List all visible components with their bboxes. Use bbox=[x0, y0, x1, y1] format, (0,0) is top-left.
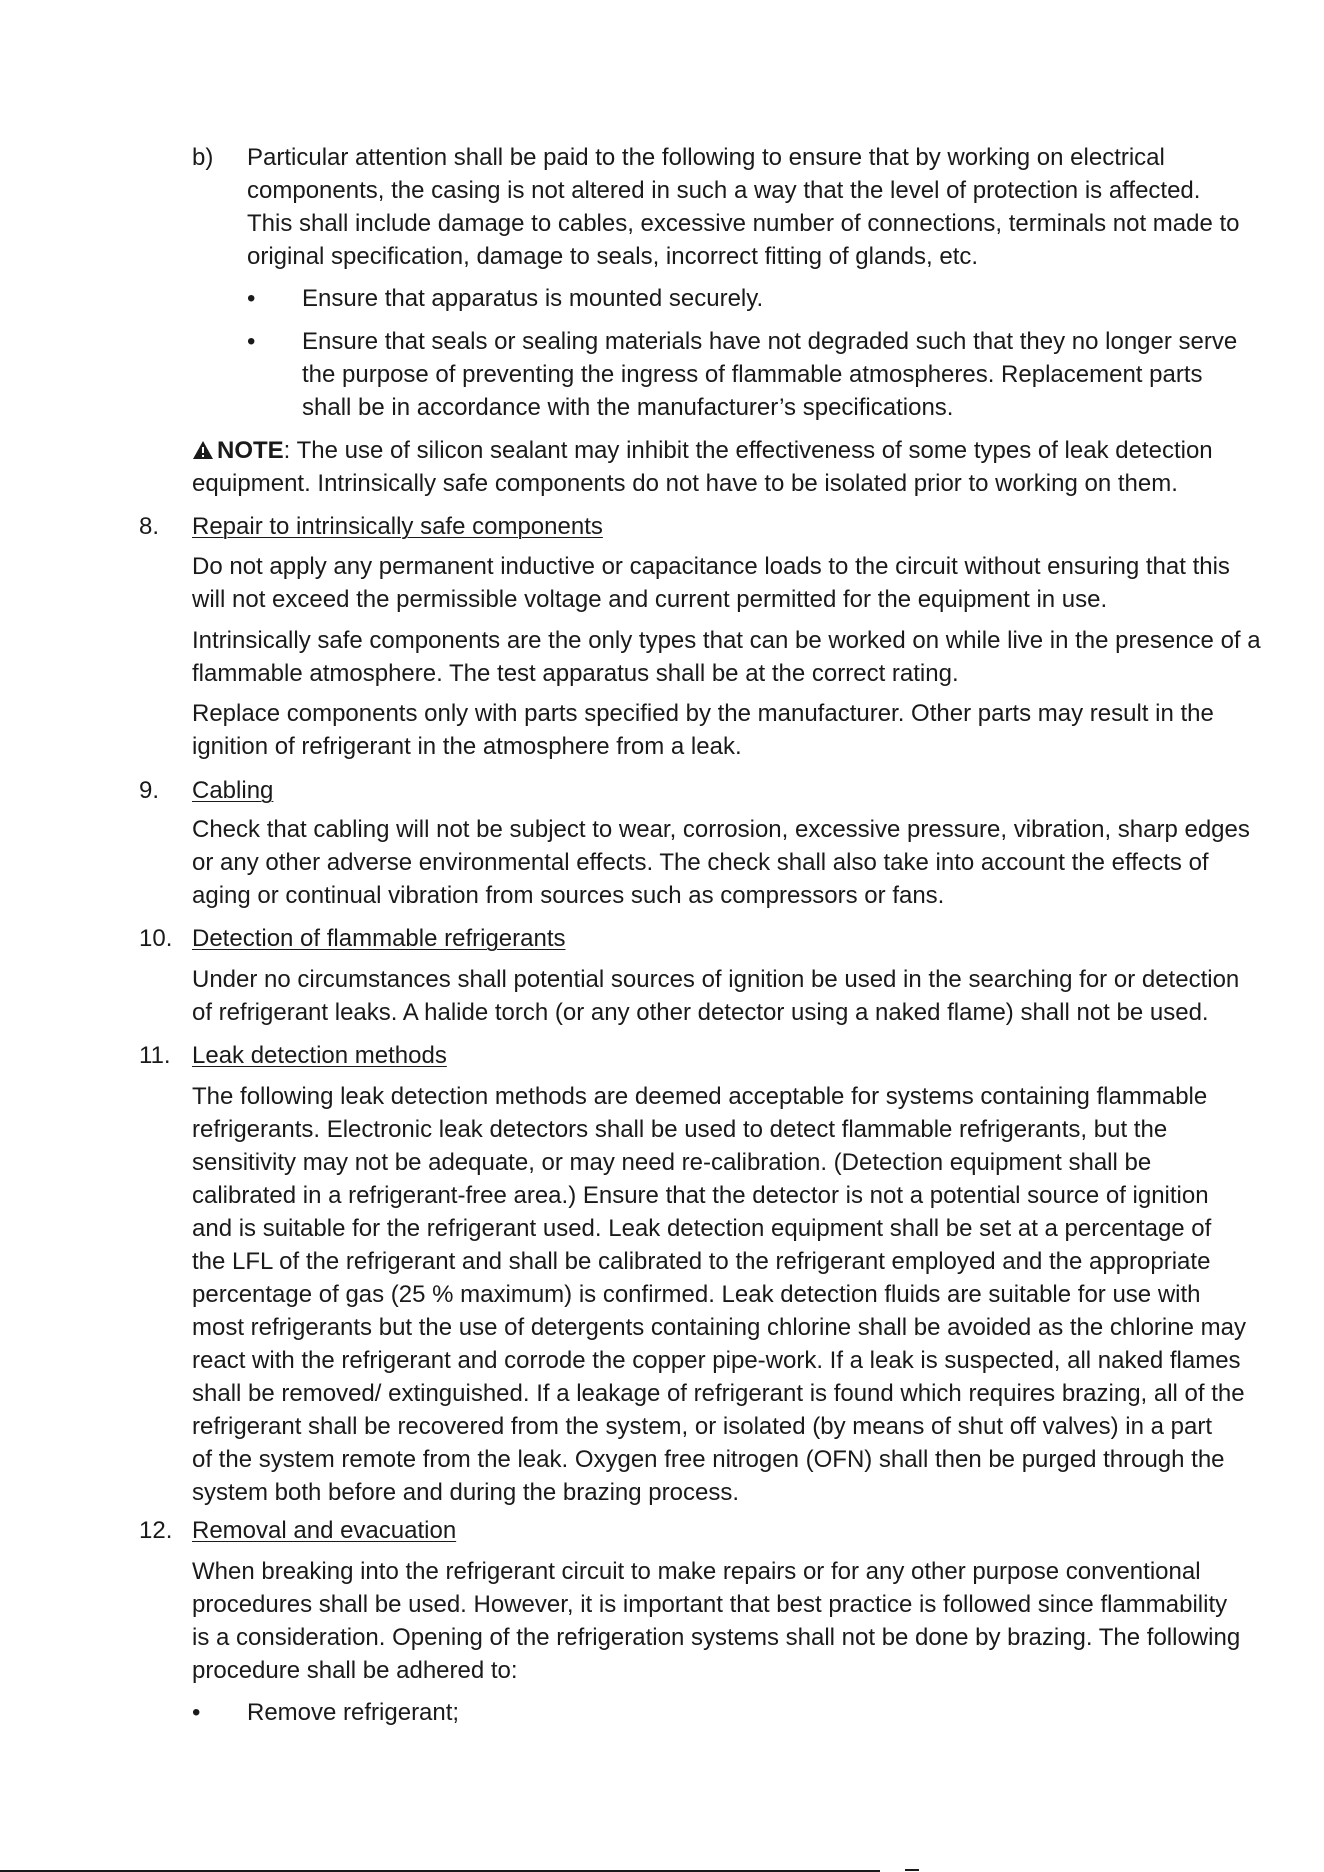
section-number: 10. bbox=[139, 925, 173, 952]
text-line: equipment. Intrinsically safe components do not have to be isolated prior to working on them. bbox=[192, 470, 1178, 497]
text-line: react with the refrigerant and corrode the copper pipe-work. If a leak is suspected, all naked flames bbox=[192, 1347, 1241, 1374]
text-line: refrigerants. Electronic leak detectors shall be used to detect flammable refrigerants, but the bbox=[192, 1116, 1168, 1143]
section-heading: Repair to intrinsically safe components bbox=[192, 513, 603, 540]
note-label: NOTE bbox=[217, 437, 284, 464]
text-line: Ensure that apparatus is mounted securely. bbox=[302, 285, 764, 312]
item-b-text bbox=[247, 141, 1240, 273]
section-paragraph bbox=[192, 963, 1239, 1029]
text-line: the LFL of the refrigerant and shall be calibrated to the refrigerant employed and the appropriate bbox=[192, 1248, 1211, 1275]
text-line: shall be removed/ extinguished. If a leakage of refrigerant is found which requires brazing, all of the bbox=[192, 1380, 1245, 1407]
text-line: Under no circumstances shall potential sources of ignition be used in the searching for or detection bbox=[192, 966, 1240, 993]
note-block bbox=[192, 434, 1213, 500]
text-line: of refrigerant leaks. A halide torch (or any other detector using a naked flame) shall not be used. bbox=[192, 999, 1209, 1026]
section-paragraph bbox=[192, 1080, 1246, 1509]
text-line: procedures shall be used. However, it is important that best practice is followed since flammability bbox=[192, 1591, 1228, 1618]
section-number: 9. bbox=[139, 777, 160, 804]
text-line: and is suitable for the refrigerant used. Leak detection equipment shall be set at a percentage of bbox=[192, 1215, 1212, 1242]
section-heading: Leak detection methods bbox=[192, 1042, 447, 1069]
section-paragraph bbox=[192, 1555, 1240, 1687]
bullet-text: Remove refrigerant; bbox=[247, 1699, 460, 1726]
text-line: aging or continual vibration from sources such as compressors or fans. bbox=[192, 882, 945, 909]
warning-triangle-icon bbox=[192, 440, 214, 460]
text-line: most refrigerants but the use of detergents containing chlorine shall be avoided as the chlorine may bbox=[192, 1314, 1246, 1341]
text-line bbox=[192, 434, 1213, 467]
section-number: 12. bbox=[139, 1517, 173, 1544]
text-line: Particular attention shall be paid to the following to ensure that by working on electrical bbox=[247, 144, 1165, 171]
section-paragraph bbox=[192, 550, 1230, 616]
section-paragraph bbox=[192, 813, 1250, 912]
text-line: This shall include damage to cables, excessive number of connections, terminals not made to bbox=[247, 210, 1240, 237]
text-line: Check that cabling will not be subject to wear, corrosion, excessive pressure, vibration, sharp edges bbox=[192, 816, 1250, 843]
text-line: shall be in accordance with the manufacturer’s specifications. bbox=[302, 394, 954, 421]
text-line: percentage of gas (25 % maximum) is confirmed. Leak detection fluids are suitable for use with bbox=[192, 1281, 1201, 1308]
text-line: Intrinsically safe components are the only types that can be worked on while live in the presence of a bbox=[192, 627, 1261, 654]
text-line: or any other adverse environmental effects. The check shall also take into account the effects of bbox=[192, 849, 1209, 876]
text-line: Do not apply any permanent inductive or capacitance loads to the circuit without ensuring that this bbox=[192, 553, 1230, 580]
text-line: the purpose of preventing the ingress of flammable atmospheres. Replacement parts bbox=[302, 361, 1203, 388]
section-heading: Cabling bbox=[192, 777, 274, 804]
text-line: Ensure that seals or sealing materials have not degraded such that they no longer serve bbox=[302, 328, 1238, 355]
section-heading: Detection of flammable refrigerants bbox=[192, 925, 566, 952]
bullet-text bbox=[302, 282, 763, 315]
text-line: of the system remote from the leak. Oxygen free nitrogen (OFN) shall then be purged through the bbox=[192, 1446, 1225, 1473]
text-line: components, the casing is not altered in such a way that the level of protection is affected. bbox=[247, 177, 1201, 204]
text-line: refrigerant shall be recovered from the system, or isolated (by means of shut off valves) in a part bbox=[192, 1413, 1213, 1440]
text-line: system both before and during the brazing process. bbox=[192, 1479, 739, 1506]
text-line: procedure shall be adhered to: bbox=[192, 1657, 518, 1684]
text-line: will not exceed the permissible voltage and current permitted for the equipment in use. bbox=[192, 586, 1108, 613]
bullet-marker: • bbox=[192, 1699, 201, 1726]
item-b-marker: b) bbox=[192, 144, 214, 171]
bullet-marker: • bbox=[247, 328, 256, 355]
text-line: original specification, damage to seals, incorrect fitting of glands, etc. bbox=[247, 243, 979, 270]
text-line: Replace components only with parts specified by the manufacturer. Other parts may result in the bbox=[192, 700, 1214, 727]
section-heading: Removal and evacuation bbox=[192, 1517, 457, 1544]
section-number: 11. bbox=[139, 1042, 171, 1069]
section-paragraph bbox=[192, 697, 1214, 763]
bullet-marker: • bbox=[247, 285, 256, 312]
text-line: ignition of refrigerant in the atmosphere from a leak. bbox=[192, 733, 742, 760]
text-line: flammable atmosphere. The test apparatus shall be at the correct rating. bbox=[192, 660, 959, 687]
text-line: calibrated in a refrigerant-free area.) Ensure that the detector is not a potential source of ignition bbox=[192, 1182, 1209, 1209]
text-line: When breaking into the refrigerant circuit to make repairs or for any other purpose conventional bbox=[192, 1558, 1201, 1585]
text-line: The following leak detection methods are deemed acceptable for systems containing flammable bbox=[192, 1083, 1208, 1110]
section-number: 8. bbox=[139, 513, 160, 540]
footer-mark bbox=[905, 1869, 919, 1871]
bullet-text bbox=[302, 325, 1237, 424]
note-text: : The use of silicon sealant may inhibit the effectiveness of some types of leak detection bbox=[283, 437, 1213, 464]
text-line: is a consideration. Opening of the refrigeration systems shall not be done by brazing. The following bbox=[192, 1624, 1241, 1651]
text-line: sensitivity may not be adequate, or may need re-calibration. (Detection equipment shall be bbox=[192, 1149, 1152, 1176]
section-paragraph bbox=[192, 624, 1261, 690]
